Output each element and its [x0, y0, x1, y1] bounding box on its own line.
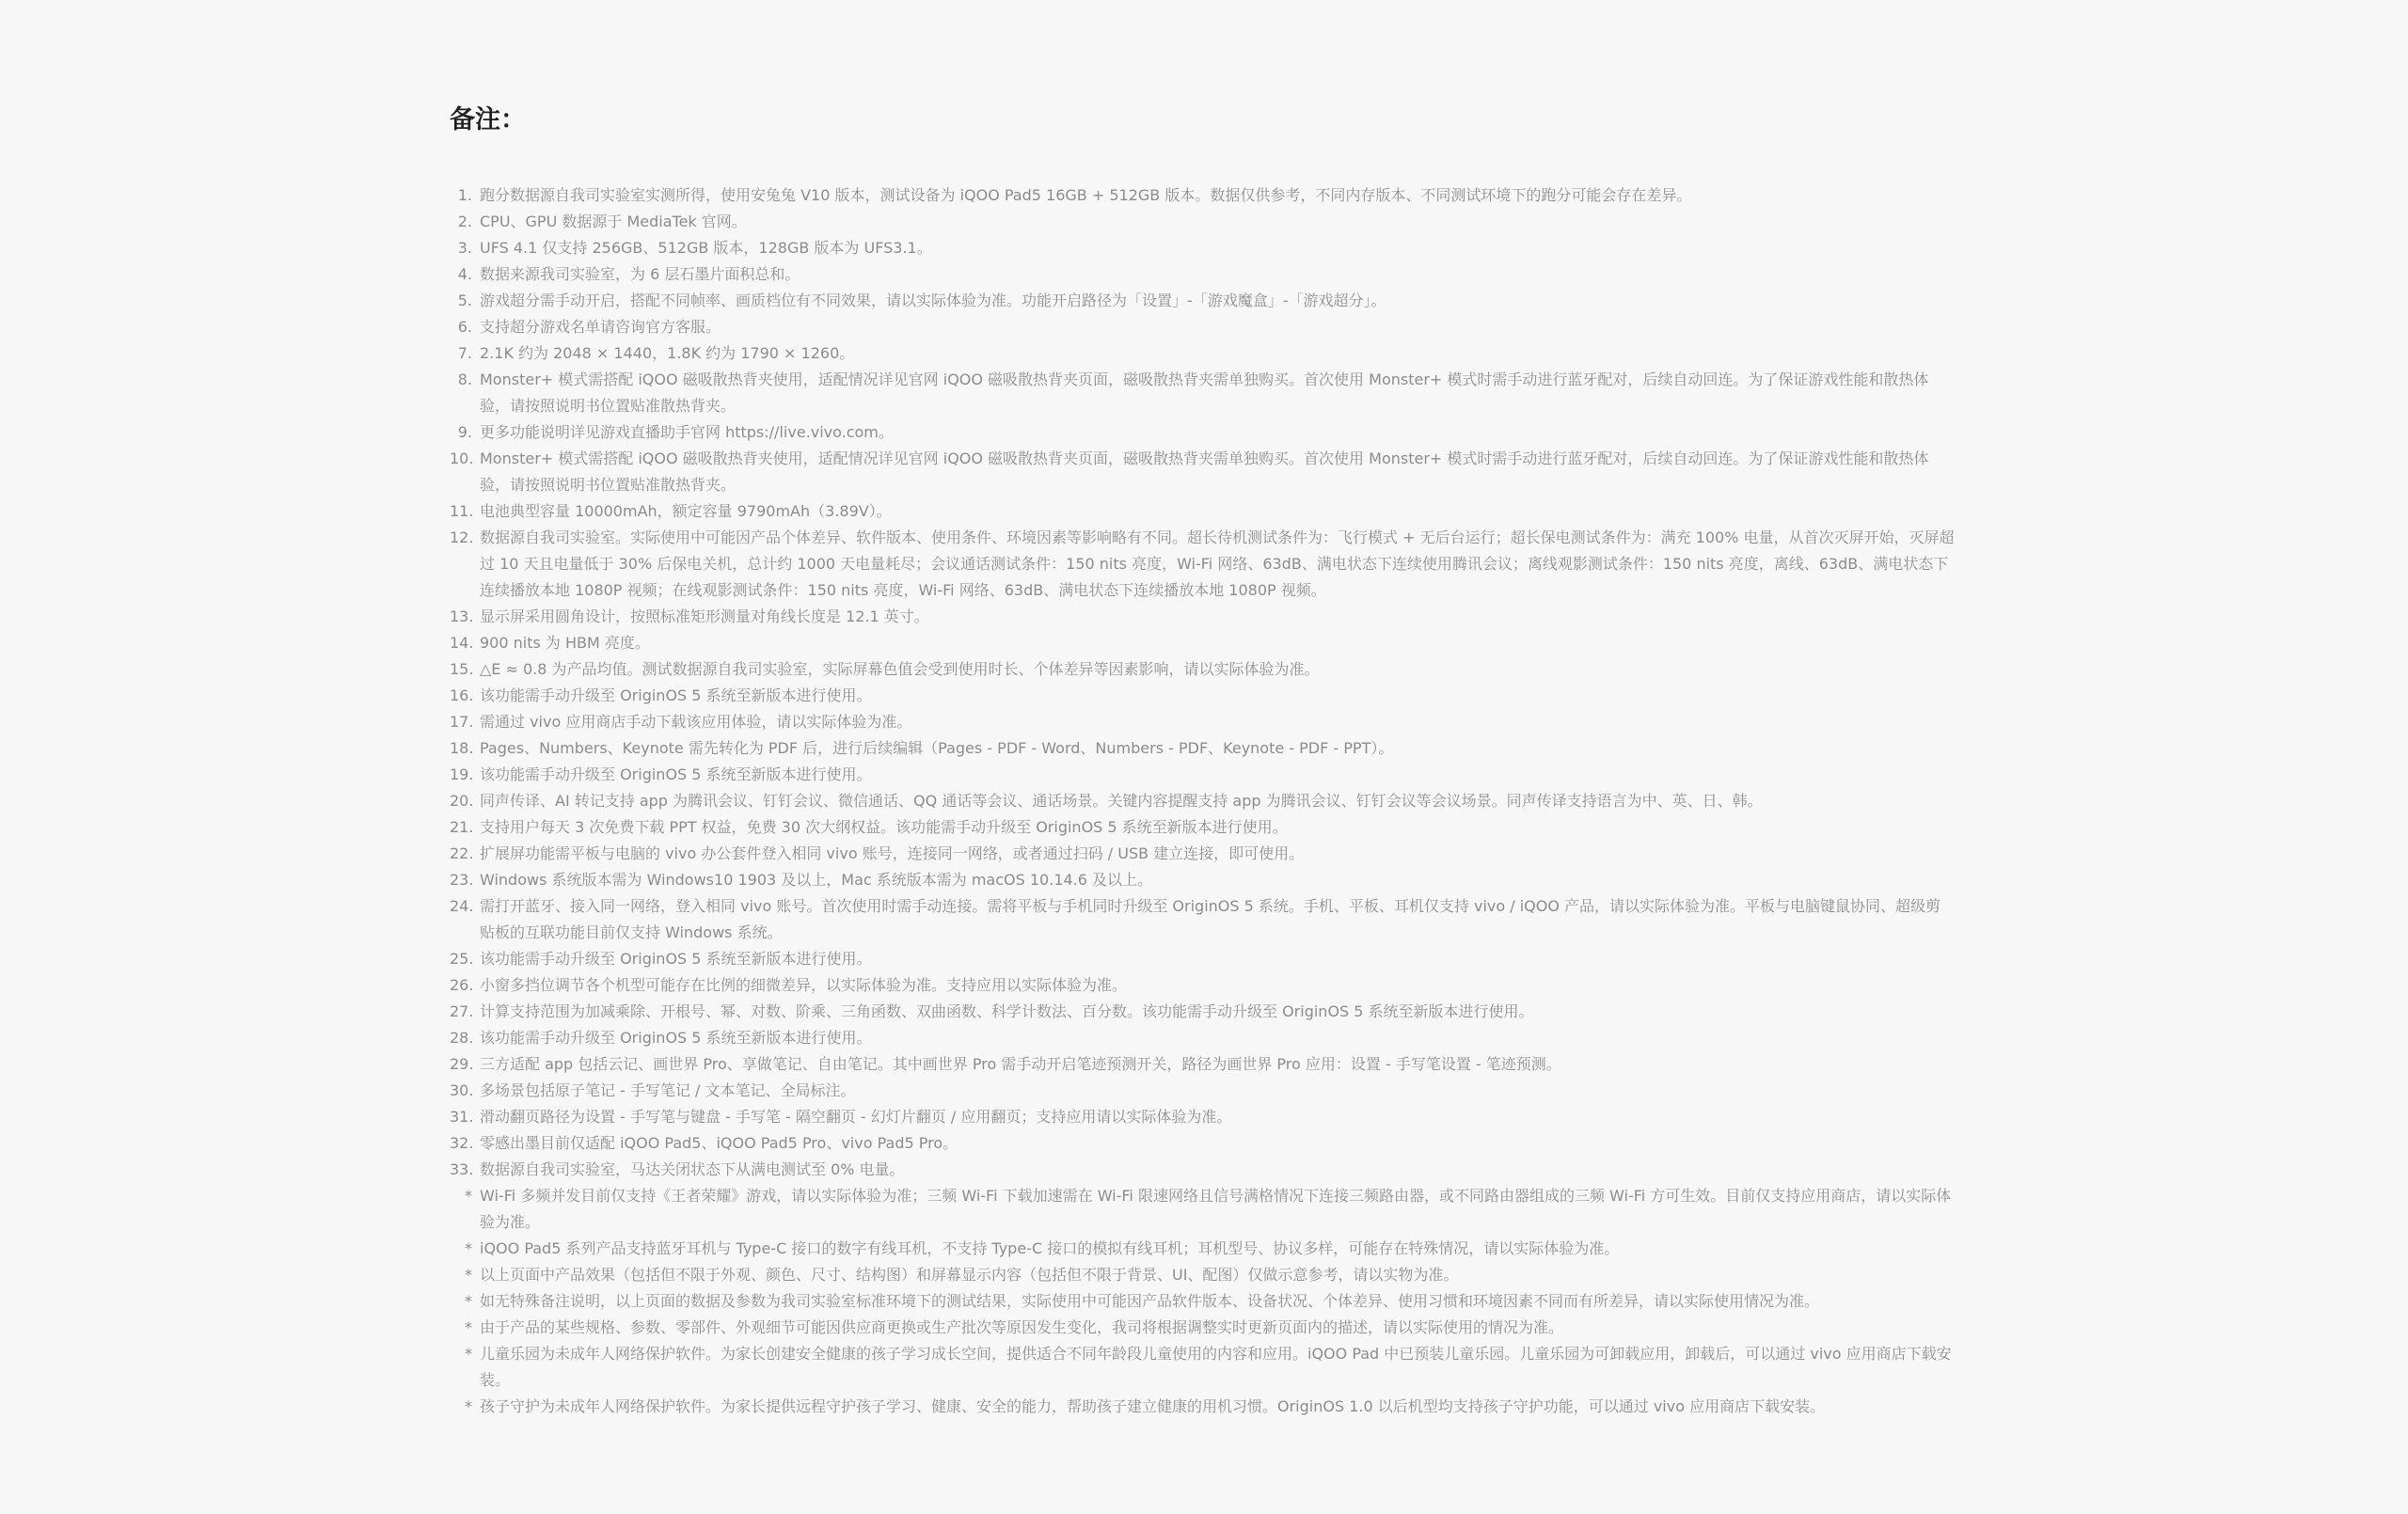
- note-marker: 16.: [450, 686, 474, 704]
- note-marker: 14.: [450, 634, 474, 652]
- note-marker: *: [465, 1266, 472, 1284]
- page-title: 备注：: [450, 105, 526, 134]
- note-text: 需打开蓝牙、接入同一网络，登入相同 vivo 账号。首次使用时需手动连接。需将平板与手机同时升级至 OriginOS 5 系统。手机、平板、耳机仅支持 vivo / iQOO 产品，请以实际体验为准。平板与电脑键鼠协同、超级剪贴板的互联功能目前仅支持 Windows 系统。: [480, 897, 1941, 941]
- note-item: [450, 288, 1955, 314]
- note-marker: 28.: [450, 1029, 474, 1047]
- note-marker: 33.: [450, 1160, 474, 1178]
- note-item: [450, 604, 1955, 630]
- note-item: [450, 656, 1955, 683]
- note-text: 支持超分游戏名单请咨询官方客服。: [480, 318, 721, 336]
- note-marker: 27.: [450, 1002, 474, 1020]
- note-text: Pages、Numbers、Keynote 需先转化为 PDF 后，进行后续编辑（Pages - PDF - Word、Numbers - PDF、Keynote - PDF - PPT）。: [480, 739, 1394, 757]
- note-marker: *: [465, 1318, 472, 1336]
- note-text: 计算支持范围为加减乘除、开根号、幂、对数、阶乘、三角函数、双曲函数、科学计数法、百分数。该功能需手动升级至 OriginOS 5 系统至新版本进行使用。: [480, 1002, 1534, 1020]
- note-text: 该功能需手动升级至 OriginOS 5 系统至新版本进行使用。: [480, 765, 872, 783]
- note-item: [450, 1341, 1955, 1394]
- note-item: [450, 946, 1955, 972]
- note-text: 多场景包括原子笔记 - 手写笔记 / 文本笔记、全局标注。: [480, 1081, 856, 1099]
- note-item: [450, 1288, 1955, 1315]
- note-item: [450, 999, 1955, 1025]
- note-marker: *: [465, 1397, 472, 1415]
- note-item: [450, 1236, 1955, 1262]
- note-marker: 31.: [450, 1108, 474, 1126]
- note-text: 该功能需手动升级至 OriginOS 5 系统至新版本进行使用。: [480, 1029, 872, 1047]
- note-marker: *: [465, 1292, 472, 1310]
- notes-list: [450, 182, 1955, 1420]
- note-text: Windows 系统版本需为 Windows10 1903 及以上，Mac 系统版本需为 macOS 10.14.6 及以上。: [480, 871, 1153, 889]
- note-text: 该功能需手动升级至 OriginOS 5 系统至新版本进行使用。: [480, 950, 872, 968]
- note-item: [450, 1315, 1955, 1341]
- note-marker: 18.: [450, 739, 474, 757]
- note-text: 小窗多挡位调节各个机型可能存在比例的细微差异，以实际体验为准。支持应用以实际体验为准。: [480, 976, 1128, 994]
- note-item: [450, 446, 1955, 498]
- note-item: [450, 788, 1955, 814]
- note-marker: 12.: [450, 528, 474, 546]
- note-text: 扩展屏功能需平板与电脑的 vivo 办公套件登入相同 vivo 账号，连接同一网络，或者通过扫码 / USB 建立连接，即可使用。: [480, 844, 1305, 862]
- note-text: 支持用户每天 3 次免费下载 PPT 权益，免费 30 次大纲权益。该功能需手动升级至 OriginOS 5 系统至新版本进行使用。: [480, 818, 1288, 836]
- note-marker: 26.: [450, 976, 474, 994]
- note-item: [450, 182, 1955, 209]
- note-marker: 22.: [450, 844, 474, 862]
- note-item: [450, 235, 1955, 261]
- note-marker: 10.: [450, 449, 474, 467]
- note-marker: 21.: [450, 818, 474, 836]
- note-text: Monster+ 模式需搭配 iQOO 磁吸散热背夹使用，适配情况详见官网 iQOO 磁吸散热背夹页面，磁吸散热背夹需单独购买。首次使用 Monster+ 模式时需手动进行蓝牙配对，后续自动回连。为了保证游戏性能和散热体验，请按照说明书位置贴准散热背夹。: [480, 449, 1929, 494]
- note-marker: 30.: [450, 1081, 474, 1099]
- note-item: [450, 498, 1955, 525]
- note-item: [450, 209, 1955, 235]
- note-item: [450, 630, 1955, 656]
- note-text: Monster+ 模式需搭配 iQOO 磁吸散热背夹使用，适配情况详见官网 iQOO 磁吸散热背夹页面，磁吸散热背夹需单独购买。首次使用 Monster+ 模式时需手动进行蓝牙配对，后续自动回连。为了保证游戏性能和散热体验，请按照说明书位置贴准散热背夹。: [480, 371, 1929, 415]
- note-item: [450, 1104, 1955, 1130]
- note-marker: 29.: [450, 1055, 474, 1073]
- note-marker: 19.: [450, 765, 474, 783]
- note-marker: 32.: [450, 1134, 474, 1152]
- note-text: iQOO Pad5 系列产品支持蓝牙耳机与 Type-C 接口的数字有线耳机，不支持 Type-C 接口的模拟有线耳机；耳机型号、协议多样，可能存在特殊情况，请以实际体验为准。: [480, 1239, 1620, 1257]
- note-text: △E ≈ 0.8 为产品均值。测试数据源自我司实验室，实际屏幕色值会受到使用时长、个体差异等因素影响，请以实际体验为准。: [480, 660, 1320, 678]
- note-marker: 23.: [450, 871, 474, 889]
- note-item: [450, 762, 1955, 788]
- note-marker: 6.: [457, 318, 472, 336]
- note-item: [450, 1078, 1955, 1104]
- note-item: [450, 683, 1955, 709]
- note-item: [450, 972, 1955, 999]
- note-marker: 13.: [450, 607, 474, 625]
- note-text: 数据源自我司实验室，马达关闭状态下从满电测试至 0% 电量。: [480, 1160, 905, 1178]
- note-text: UFS 4.1 仅支持 256GB、512GB 版本，128GB 版本为 UFS3.1。: [480, 239, 932, 257]
- note-text: Wi-Fi 多频并发目前仅支持《王者荣耀》游戏，请以实际体验为准；三频 Wi-Fi 下载加速需在 Wi-Fi 限速网络且信号满格情况下连接三频路由器，或不同路由器组成的三频 Wi-Fi 方可生效。目前仅支持应用商店，请以实际体验为准。: [480, 1187, 1952, 1231]
- note-text: 同声传译、AI 转记支持 app 为腾讯会议、钉钉会议、微信通话、QQ 通话等会议、通话场景。关键内容提醒支持 app 为腾讯会议、钉钉会议等会议场景。同声传译支持语言为中、英、日、韩。: [480, 792, 1763, 810]
- note-marker: *: [465, 1187, 472, 1205]
- note-text: 显示屏采用圆角设计，按照标准矩形测量对角线长度是 12.1 英寸。: [480, 607, 929, 625]
- notes-section: [450, 103, 1955, 1415]
- note-item: [450, 709, 1955, 735]
- note-text: CPU、GPU 数据源于 MediaTek 官网。: [480, 213, 747, 230]
- note-text: 由于产品的某些规格、参数、零部件、外观细节可能因供应商更换或生产批次等原因发生变化，我司将根据调整实时更新页面内的描述，请以实际使用的情况为准。: [480, 1318, 1564, 1336]
- note-marker: 9.: [457, 423, 472, 441]
- note-marker: 2.: [457, 213, 472, 230]
- note-item: [450, 1262, 1955, 1288]
- note-item: [450, 841, 1955, 867]
- note-item: [450, 893, 1955, 946]
- note-text: 儿童乐园为未成年人网络保护软件。为家长创建安全健康的孩子学习成长空间，提供适合不同年龄段儿童使用的内容和应用。iQOO Pad 中已预装儿童乐园。儿童乐园为可卸载应用，卸载后，可以通过 vivo 应用商店下载安装。: [480, 1345, 1952, 1389]
- note-marker: 11.: [450, 502, 474, 520]
- note-item: [450, 314, 1955, 340]
- note-text: 以上页面中产品效果（包括但不限于外观、颜色、尺寸、结构图）和屏幕显示内容（包括但不限于背景、UI、配图）仅做示意参考，请以实物为准。: [480, 1266, 1459, 1284]
- note-marker: 25.: [450, 950, 474, 968]
- note-text: 2.1K 约为 2048 × 1440，1.8K 约为 1790 × 1260。: [480, 344, 855, 362]
- note-marker: 15.: [450, 660, 474, 678]
- note-item: [450, 1130, 1955, 1157]
- note-text: 三方适配 app 包括云记、画世界 Pro、享做笔记、自由笔记。其中画世界 Pro 需手动开启笔迹预测开关，路径为画世界 Pro 应用：设置 - 手写笔设置 - 笔迹预测。: [480, 1055, 1561, 1073]
- note-item: [450, 814, 1955, 841]
- note-marker: *: [465, 1239, 472, 1257]
- note-text: 如无特殊备注说明，以上页面的数据及参数为我司实验室标准环境下的测试结果，实际使用中可能因产品软件版本、设备状况、个体差异、使用习惯和环境因素不同而有所差异，请以实际使用情况为准。: [480, 1292, 1820, 1310]
- note-text: 该功能需手动升级至 OriginOS 5 系统至新版本进行使用。: [480, 686, 872, 704]
- note-item: [450, 340, 1955, 367]
- note-item: [450, 1051, 1955, 1078]
- note-text: 900 nits 为 HBM 亮度。: [480, 634, 650, 652]
- note-text: 需通过 vivo 应用商店手动下载该应用体验，请以实际体验为准。: [480, 713, 912, 731]
- note-marker: 3.: [457, 239, 472, 257]
- note-item: [450, 735, 1955, 762]
- note-marker: 20.: [450, 792, 474, 810]
- note-marker: 24.: [450, 897, 474, 915]
- note-item: [450, 419, 1955, 446]
- note-text: 游戏超分需手动开启，搭配不同帧率、画质档位有不同效果，请以实际体验为准。功能开启路径为「设置」-「游戏魔盒」-「游戏超分」。: [480, 292, 1386, 309]
- note-text: 电池典型容量 10000mAh，额定容量 9790mAh（3.89V）。: [480, 502, 892, 520]
- note-text: 滑动翻页路径为设置 - 手写笔与键盘 - 手写笔 - 隔空翻页 - 幻灯片翻页 / 应用翻页；支持应用请以实际体验为准。: [480, 1108, 1232, 1126]
- note-marker: 5.: [457, 292, 472, 309]
- note-marker: 17.: [450, 713, 474, 731]
- note-item: [450, 1025, 1955, 1051]
- note-marker: *: [465, 1345, 472, 1363]
- note-item: [450, 261, 1955, 288]
- note-item: [450, 867, 1955, 893]
- note-text: 零感出墨目前仅适配 iQOO Pad5、iQOO Pad5 Pro、vivo Pad5 Pro。: [480, 1134, 958, 1152]
- note-item: [450, 525, 1955, 604]
- note-marker: 1.: [457, 186, 472, 204]
- note-text: 更多功能说明详见游戏直播助手官网 https://live.vivo.com。: [480, 423, 894, 441]
- note-text: 孩子守护为未成年人网络保护软件。为家长提供远程守护孩子学习、健康、安全的能力，帮助孩子建立健康的用机习惯。OriginOS 1.0 以后机型均支持孩子守护功能，可以通过 vivo 应用商店下载安装。: [480, 1397, 1826, 1415]
- note-text: 数据来源我司实验室，为 6 层石墨片面积总和。: [480, 265, 800, 283]
- note-item: [450, 1183, 1955, 1236]
- note-text: 数据源自我司实验室。实际使用中可能因产品个体差异、软件版本、使用条件、环境因素等影响略有不同。超长待机测试条件为：飞行模式 + 无后台运行；超长保电测试条件为：满充 100% 电量，从首次灭屏开始，灭屏超过 10 天且电量低于 30% 后保电关机，总计约 1000 天电量耗尽；会议通话测试条件：150 nits 亮度，Wi-Fi 网络、63dB、满电状态下连续使用腾讯会议；离线观影测试条件：150 nits 亮度，离线、63dB、满电状态下连续播放本地 1080P 视频；在线观影测试条件：150 nits 亮度，Wi-Fi 网络、63dB、满电状态下连续播放本地 1080P 视频。: [480, 528, 1955, 599]
- note-marker: 8.: [457, 371, 472, 388]
- note-marker: 4.: [457, 265, 472, 283]
- note-item: [450, 1157, 1955, 1183]
- note-text: 跑分数据源自我司实验室实测所得，使用安兔兔 V10 版本，测试设备为 iQOO Pad5 16GB + 512GB 版本。数据仅供参考，不同内存版本、不同测试环境下的跑分可能会存在差异。: [480, 186, 1692, 204]
- note-item: [450, 1394, 1955, 1420]
- note-item: [450, 367, 1955, 419]
- note-marker: 7.: [457, 344, 472, 362]
